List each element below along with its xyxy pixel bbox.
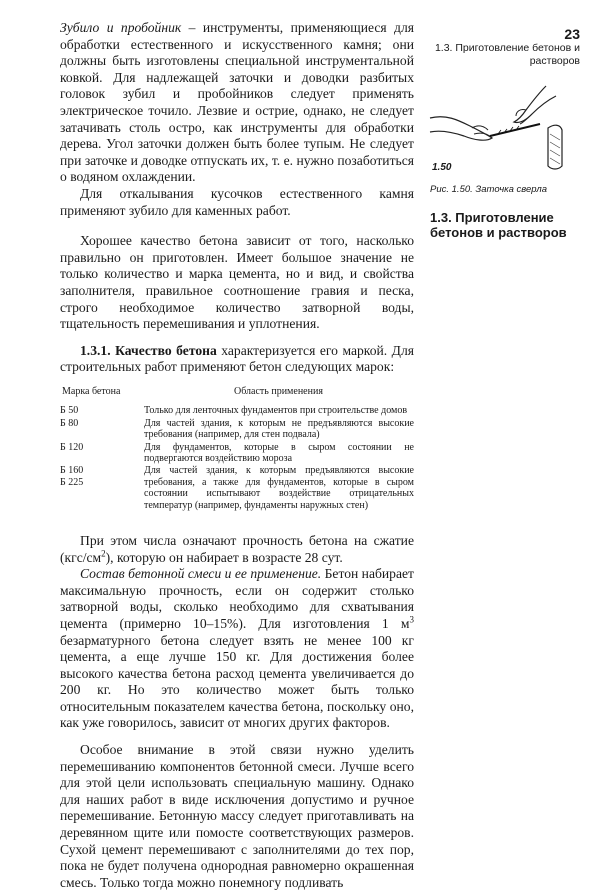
- table-row: [60, 405, 414, 416]
- grinding-wheel: [548, 125, 562, 169]
- text-part: При этом числа означают прочность бетона на сжатие (кгс/см: [60, 532, 414, 565]
- text-part: Бетон набирает максимальную прочность, если он содержит столько затворной воды, сколько необходимо для схватывания цемента (примерно 10–15%). Для изготовления 1 м: [60, 566, 414, 631]
- table-row: [60, 442, 414, 465]
- wheel-texture: [550, 134, 560, 164]
- paragraph-lead: Зубило и пробойник: [60, 20, 182, 35]
- paragraph-chisel: [60, 20, 414, 186]
- paragraph-concrete-grade: [60, 343, 414, 376]
- figure-number: 1.50: [432, 162, 452, 173]
- drill-bit: [490, 124, 540, 136]
- running-head: 1.3. Приготовление бетонов и растворов: [434, 42, 580, 67]
- paragraph-lead: Состав бетонной смеси и ее применение.: [80, 566, 322, 582]
- use-cell: Для фундаментов, которые в сыром состоянии не подвергаются воздействию мороза: [144, 441, 414, 464]
- section-side-heading: 1.3. Приготовление бетонов и растворов: [430, 210, 567, 240]
- paragraph-text: характеризуется его маркой. Для строительных работ применяют бетон следующих марок:: [60, 342, 414, 375]
- column-header-use: Область применения: [234, 385, 323, 397]
- main-text-column: [60, 20, 414, 891]
- paragraph-mixing: Особое внимание в этой связи нужно уделить перемешиванию компонентов бетонной смеси. Лучше всего для этой цели использовать специальную машину. Однако для наших работ в виде исключения допустимо и ручное перемешивание. Бетонную массу следует приготавливать на деревянном щите или помосте соответствующих размеров. Сухой цемент перемешивают с заполнителями до тех пор, пока не будет получена однородная равномерно окрашенная смесь. Только тогда можно понемногу подливать: [60, 742, 414, 890]
- grade-cell: Б 160 Б 225: [60, 465, 84, 488]
- column-header-grade: Марка бетона: [62, 385, 121, 397]
- use-cell: Для частей здания, к которым предъявляются высокие требования, а также для фундаментов, которые в сыром состоянии испытывают воздействие отрицательных температур (например, фундаменты наружных стен): [144, 465, 414, 511]
- grade-cell: Б 50: [60, 405, 79, 417]
- hand-right: [514, 86, 556, 123]
- use-cell: Только для ленточных фундаментов при строительстве домов: [144, 405, 408, 417]
- hand-left: [430, 117, 492, 140]
- page-number: 23: [564, 26, 580, 42]
- superscript: 3: [409, 614, 414, 625]
- concrete-grades-table: [60, 386, 414, 511]
- subsection-heading: 1.3.1. Качество бетона: [80, 342, 217, 358]
- paragraph-concrete-quality-intro: Хорошее качество бетона зависит от того, насколько правильно он приготовлен. Имеет большое значение не только количество и марка цемента, но и вид, и свойства заполнителя, правильное соотношение гравия и песка, строго необходимое количество затворной воды, тщательность перемешивания и уплотнения.: [60, 233, 414, 332]
- grade-cell: Б 80: [60, 417, 79, 429]
- table-header: [60, 386, 414, 397]
- text-part: ), которую он набирает в возрасте 28 сут.: [105, 549, 343, 565]
- table-row: [60, 465, 414, 511]
- paragraph-strength-note: [60, 533, 414, 566]
- text-part: безарматурного бетона следует взять не менее 100 кг цемента, а еще лучше 150 кг. Для достижения более высокого качества бетона расход цемента увеличивается до 200 кг. Но это количество может быть только относительным показателем качества бетона, поскольку оно, как уже говорилось, зависит от многих других факторов.: [60, 632, 414, 731]
- superscript: 2: [101, 548, 106, 558]
- paragraph-mix-composition: [60, 566, 414, 732]
- paragraph-text: – инструменты, применяющиеся для обработки естественного и искусственного камня; они должны быть изготовлены специальной инструментальной ковкой. Для надлежащей заточки и доводки разбитых головок зубил и пробойников следует применять электрическое точило. Лезвие и острие, однако, не следует затачивать столь остро, как инструменты для обработки дерева. Угол заточки должен быть более тупым. Не следует при заточке и доводке отпускать их, т. е. нужно позаботиться о водяном охлаждении.: [60, 20, 415, 185]
- grade-cell: Б 120: [60, 441, 84, 453]
- figure-caption: Рис. 1.50. Заточка сверла: [430, 184, 548, 195]
- use-cell: Для частей здания, к которым не предъявляются высокие требования (например, для стен подвала): [144, 417, 414, 441]
- drill-sharpening-illustration: [428, 84, 578, 170]
- table-row: [60, 418, 414, 441]
- paragraph-stone-chisel: Для откалывания кусочков естественного камня применяют зубило для каменных работ.: [60, 185, 414, 218]
